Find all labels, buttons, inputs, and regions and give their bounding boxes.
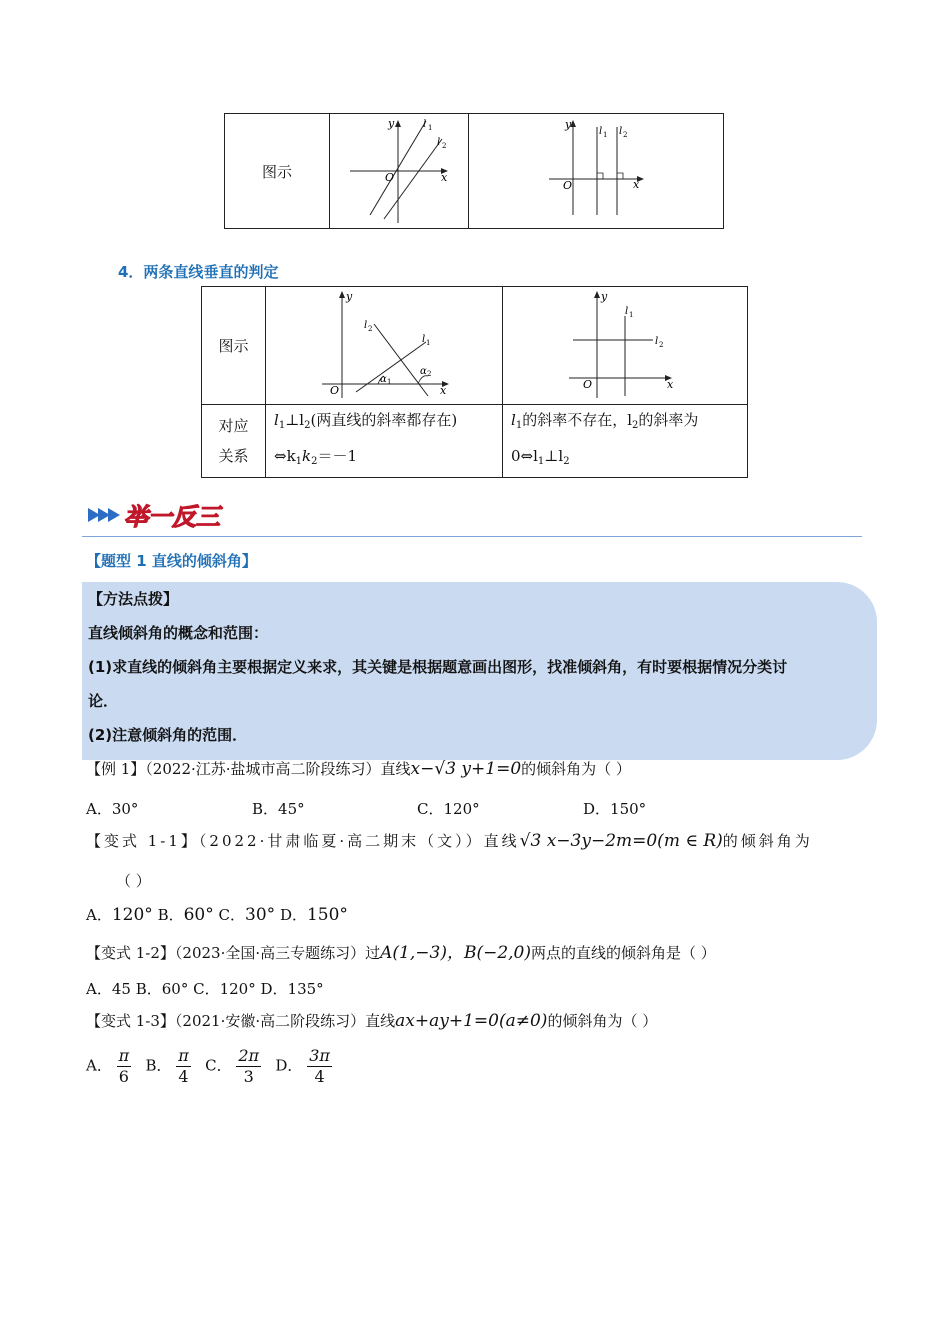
option-b-fraction[interactable]: $\frac{\pi}{4}$ <box>178 1046 189 1086</box>
relation-undefined-slope <box>503 405 748 478</box>
table2-label: 图示 <box>202 287 266 405</box>
line2-label: l <box>437 137 441 148</box>
table1-fig1-cell <box>330 114 469 229</box>
option-a-label[interactable]: A． <box>86 1056 112 1075</box>
variant-1-1-question <box>86 830 813 851</box>
line2-label: l <box>655 335 659 347</box>
table1-label: 图示 <box>225 114 330 229</box>
variant-1-1-head: 【变式 1-1】（2022·甘肃临夏·高二期末（文））直线 <box>86 832 520 850</box>
relation1-line1: $l_1\perp l_2$(两直线的斜率都存在) <box>274 411 458 431</box>
parallel-lines-diagram <box>330 115 468 227</box>
line2-sub: 2 <box>368 324 373 333</box>
variant-1-2-question <box>86 938 716 963</box>
line1-sub: 1 <box>428 124 433 132</box>
line2-sub: 2 <box>623 131 628 139</box>
variant-1-3-head: 【变式 1-3】（2021·安徽·高二阶段练习）直线 <box>86 1012 396 1030</box>
method-p3: 论． <box>88 692 119 710</box>
x-axis-label: x <box>441 171 448 184</box>
practice-banner <box>86 498 236 532</box>
alpha1-label: α <box>380 373 387 385</box>
vertical-lines-diagram <box>469 115 723 227</box>
y-axis-label: y <box>346 289 353 303</box>
parallel-figure-table <box>224 113 724 229</box>
topic-1-title: 【题型 1 直线的倾斜角】 <box>86 552 257 570</box>
alpha1-sub: 1 <box>387 377 392 386</box>
line1-label: l <box>422 333 426 345</box>
perpendicular-table <box>201 286 748 478</box>
option-d-label[interactable]: D． <box>279 906 307 924</box>
x-axis-label: x <box>633 178 640 191</box>
option-b-label[interactable]: B． <box>145 1056 172 1075</box>
option-a[interactable]: A．45 <box>86 980 131 998</box>
table1-fig2-cell <box>469 114 724 229</box>
option-a-value[interactable]: 120° <box>111 905 153 925</box>
alpha2-label: α <box>420 365 427 377</box>
table2-fig2-cell <box>503 287 748 405</box>
option-d[interactable]: D．135° <box>260 980 324 998</box>
line1-label: l <box>599 126 603 137</box>
axis-parallel-perpendicular-diagram <box>503 288 747 404</box>
option-d-label[interactable]: D． <box>275 1056 303 1075</box>
x-axis-label: x <box>440 383 447 397</box>
y-axis-label: y <box>565 118 572 131</box>
alpha2-sub: 2 <box>427 369 432 378</box>
relation-label-line2: 关系 <box>218 447 249 465</box>
option-a[interactable]: A．30° <box>86 800 139 818</box>
option-a-label[interactable]: A． <box>86 906 112 924</box>
option-b[interactable]: B．60° <box>135 980 189 998</box>
variant-1-3-expression: ax+ay+1=0(a≠0) <box>395 1011 548 1031</box>
option-d-value[interactable]: 150° <box>306 905 348 925</box>
variant-1-3-options <box>86 1046 332 1087</box>
line2-label: l <box>364 319 368 331</box>
option-c-label[interactable]: C． <box>205 1056 232 1075</box>
banner-divider <box>82 536 862 537</box>
relation2-line2: $0\Leftrightarrow l_1\perp l_2$ <box>511 447 570 467</box>
line1-sub: 1 <box>629 310 634 319</box>
option-a-fraction[interactable]: $\frac{\pi}{6}$ <box>118 1046 130 1086</box>
origin-label: O <box>563 179 573 192</box>
option-c-value[interactable]: 30° <box>245 905 276 925</box>
method-p2: (1)求直线的倾斜角主要根据定义来求，其关键是根据题意画出图形，找准倾斜角，有时要根据情况分类讨 <box>88 658 788 676</box>
option-d[interactable]: D．150° <box>583 800 647 818</box>
perpendicular-slopes-diagram <box>266 288 502 404</box>
example-1-head: 【例 1】（2022·江苏·盐城市高二阶段练习）直线 <box>86 760 411 778</box>
relation-label-line1: 对应 <box>218 417 249 435</box>
example-1-expression: x−√3 y+1=0 <box>410 759 522 779</box>
section-4-title: 4．两条直线垂直的判定 <box>118 263 279 281</box>
relation2-line1: $l_1$的斜率不存在，$l_2$的斜率为 <box>511 411 699 431</box>
option-c-fraction[interactable]: $\frac{2\pi}{3}$ <box>238 1046 260 1086</box>
line1-label: l <box>423 119 427 130</box>
method-tips-box <box>82 582 877 760</box>
origin-label: O <box>583 377 593 391</box>
method-p1: 直线倾斜角的概念和范围： <box>88 624 269 642</box>
line2-label: l <box>619 126 623 137</box>
line1-label: l <box>625 305 629 317</box>
variant-1-1-tail: 的倾斜角为 <box>722 832 813 850</box>
method-title: 【方法点拨】 <box>88 590 179 608</box>
variant-1-2-head: 【变式 1-2】（2023·全国·高三专题练习）过 <box>86 944 381 962</box>
variant-1-3-tail: 的倾斜角为（ ） <box>547 1012 658 1030</box>
banner-text: 举一反三 <box>124 503 220 531</box>
option-c[interactable]: C．120° <box>417 800 480 818</box>
origin-label: O <box>385 171 395 184</box>
y-axis-label: y <box>601 289 608 303</box>
variant-1-2-options <box>86 978 324 999</box>
variant-1-1-options <box>86 904 348 925</box>
relation-both-slopes <box>266 405 503 478</box>
option-b[interactable]: B．45° <box>252 800 305 818</box>
variant-1-3-question <box>86 1010 657 1031</box>
option-c[interactable]: C．120° <box>193 980 256 998</box>
table2-fig1-cell <box>266 287 503 405</box>
table2-relation-label <box>202 405 266 478</box>
example-1-tail: 的倾斜角为（ ） <box>521 760 631 778</box>
variant-1-1-paren: （ ） <box>116 872 151 890</box>
line2-sub: 2 <box>442 142 447 150</box>
line1-sub: 1 <box>426 338 431 347</box>
variant-1-2-expression: A(1,−3)，B(−2,0) <box>380 943 531 963</box>
option-b-label[interactable]: B． <box>157 906 184 924</box>
option-d-fraction[interactable]: $\frac{3\pi}{4}$ <box>309 1046 330 1086</box>
x-axis-label: x <box>667 377 674 391</box>
relation1-line2: $\Leftrightarrow k_1k_2=-1$ <box>274 447 358 467</box>
y-axis-label: y <box>388 117 395 130</box>
variant-1-1-expression: √3 x−3y−2m=0(m ∈ R) <box>519 831 723 851</box>
variant-1-2-tail: 两点的直线的倾斜角是（ ） <box>531 944 716 962</box>
line2-sub: 2 <box>659 340 664 349</box>
option-b-value[interactable]: 60° <box>183 905 214 925</box>
origin-label: O <box>330 383 340 397</box>
example-1-question <box>86 758 631 779</box>
arrow-icon <box>108 508 120 522</box>
method-p4: (2)注意倾斜角的范围． <box>88 726 248 744</box>
option-c-label[interactable]: C． <box>218 906 246 924</box>
line1-sub: 1 <box>603 131 608 139</box>
